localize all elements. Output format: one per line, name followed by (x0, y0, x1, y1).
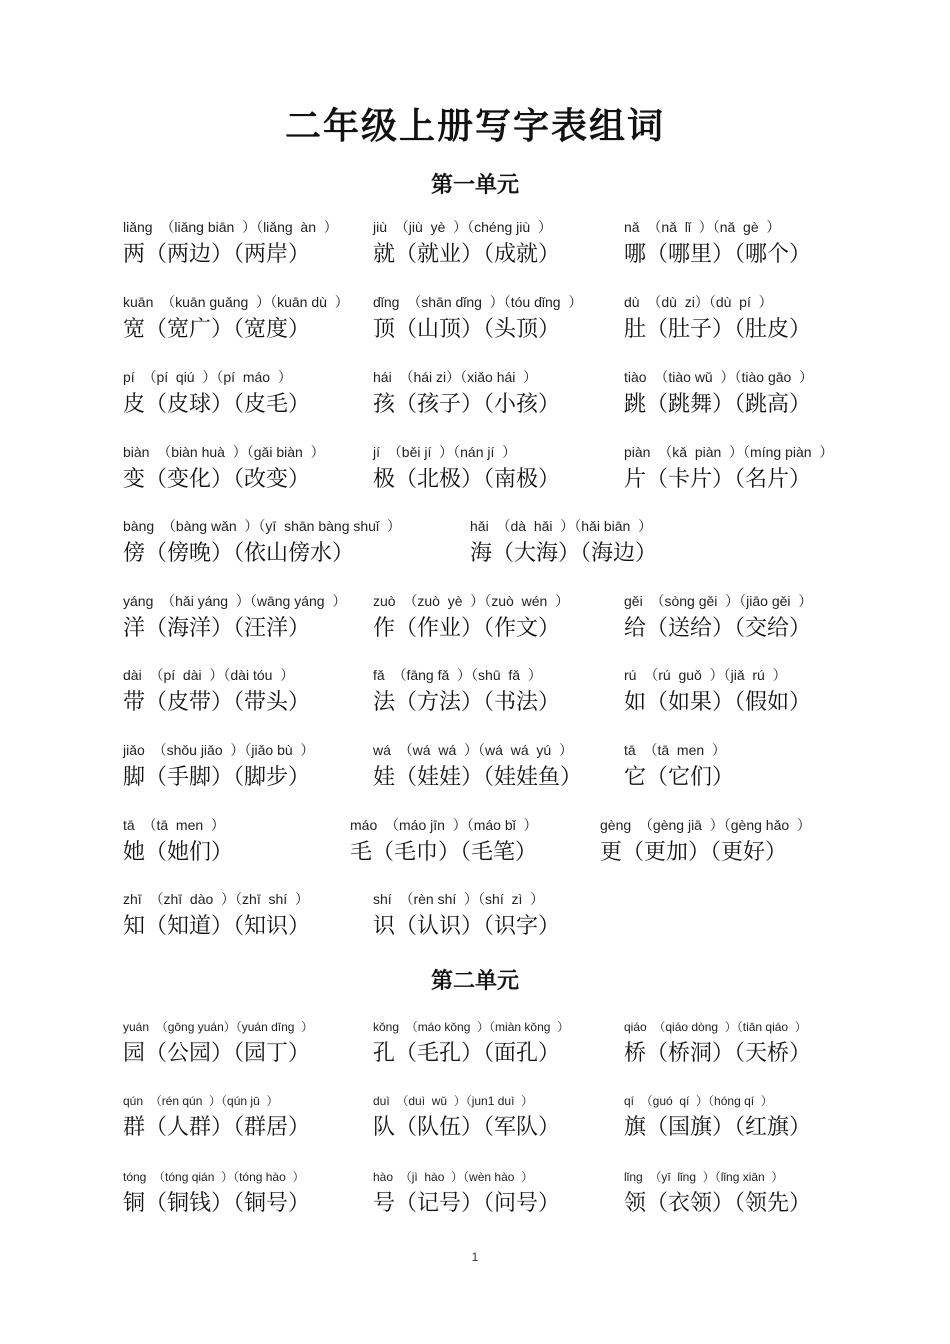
pinyin-line: kǒng （máo kǒng ）（miàn kǒng ） (373, 1020, 570, 1034)
pinyin-line: liǎng （liǎng biān ）（liǎng àn ） (123, 219, 338, 235)
pinyin-line: lǐng （yī lǐng ）（lǐng xiān ） (624, 1170, 784, 1184)
hanzi-line: 跳（跳舞）（跳高） (624, 392, 812, 417)
pinyin-line: hào （jì hào ）（wèn hào ） (373, 1170, 534, 1184)
hanzi-line: 作（作业）（作文） (373, 616, 561, 641)
hanzi-line: 两（两边）（两岸） (123, 242, 311, 267)
unit2-title: 第二单元 (430, 968, 519, 994)
pinyin-line: yuán （gōng yuán）（yuán dīng ） (123, 1020, 314, 1034)
hanzi-line: 傍（傍晚）（依山傍水） (123, 541, 355, 566)
word-row (0, 1090, 950, 1156)
pinyin-line: gěi （sòng gěi ）（jiāo gěi ） (624, 593, 813, 609)
hanzi-line: 脚（手脚）（脚步） (123, 765, 311, 790)
hanzi-line: 皮（皮球）（皮毛） (123, 392, 311, 417)
pinyin-line: gèng （gèng jiā ）（gèng hǎo ） (600, 817, 811, 833)
hanzi-line: 变（变化）（改变） (123, 467, 311, 492)
hanzi-line: 桥（桥洞）（天桥） (624, 1041, 812, 1066)
hanzi-line: 给（送给）（交给） (624, 616, 812, 641)
pinyin-line: qún （rén qún ）（qún jū ） (123, 1094, 279, 1108)
pinyin-line: nǎ （nǎ lǐ ）（nǎ gè ） (624, 219, 781, 235)
pinyin-line: shí （rèn shí ）（shí zì ） (373, 891, 545, 907)
pinyin-line: tā （tā men ） (123, 817, 225, 833)
page-number: 1 (471, 1250, 479, 1264)
hanzi-line: 法（方法）（书法） (373, 690, 561, 715)
hanzi-line: 更（更加）（更好） (600, 840, 788, 865)
hanzi-line: 海（大海）（海边） (470, 541, 658, 566)
word-row (0, 516, 950, 582)
hanzi-line: 园（公园）（园丁） (123, 1041, 311, 1066)
pinyin-line: zuò （zuò yè ）（zuò wén ） (373, 593, 570, 609)
pinyin-line: dài （pí dài ）（dài tóu ） (123, 667, 295, 683)
unit1-title: 第一单元 (430, 172, 519, 198)
hanzi-line: 知（知道）（知识） (123, 914, 311, 939)
word-row (0, 442, 950, 508)
hanzi-line: 极（北极）（南极） (373, 467, 561, 492)
hanzi-line: 如（如果）（假如） (624, 690, 812, 715)
word-row (0, 665, 950, 731)
hanzi-line: 孩（孩子）（小孩） (373, 392, 561, 417)
pinyin-line: piàn （kǎ piàn ）（míng piàn ） (624, 444, 834, 460)
pinyin-line: jiù （jiù yè ）（chéng jiù ） (373, 219, 552, 235)
hanzi-line: 识（认识）（识字） (373, 914, 561, 939)
pinyin-line: wá （wá wá ）（wá wá yú ） (373, 742, 573, 758)
pinyin-line: qiáo （qiáo dòng ）（tiān qiáo ） (624, 1020, 807, 1034)
pinyin-line: máo （máo jīn ）（máo bǐ ） (350, 817, 538, 833)
hanzi-line: 铜（铜钱）（铜号） (123, 1191, 311, 1216)
pinyin-line: dǐng （shān dǐng ）（tóu dǐng ） (373, 294, 583, 310)
hanzi-line: 旗（国旗）（红旗） (624, 1115, 812, 1140)
pinyin-line: qí （guó qí ）（hóng qí ） (624, 1094, 773, 1108)
hanzi-line: 毛（毛巾）（毛笔） (350, 840, 538, 865)
page-title: 二年级上册写字表组词 (284, 105, 665, 147)
hanzi-line: 顶（山顶）（头顶） (373, 317, 561, 342)
word-row (0, 217, 950, 283)
word-row (0, 1166, 950, 1232)
hanzi-line: 洋（海洋）（汪洋） (123, 616, 311, 641)
word-row (0, 740, 950, 806)
pinyin-line: jiǎo （shǒu jiǎo ）（jiǎo bù ） (123, 742, 315, 758)
pinyin-line: yáng （hǎi yáng ）（wāng yáng ） (123, 593, 347, 609)
pinyin-line: tā （tā men ） (624, 742, 726, 758)
pinyin-line: pí （pí qiú ）（pí máo ） (123, 369, 292, 385)
word-row (0, 591, 950, 657)
pinyin-line: rú （rú guǒ ）（jiǎ rú ） (624, 667, 787, 683)
hanzi-line: 带（皮带）（带头） (123, 690, 311, 715)
hanzi-line: 领（衣领）（领先） (624, 1191, 812, 1216)
hanzi-line: 宽（宽广）（宽度） (123, 317, 311, 342)
word-row (0, 889, 950, 955)
hanzi-line: 它（它们） (624, 765, 735, 790)
pinyin-line: jí （běi jí ）（nán jí ） (373, 444, 517, 460)
hanzi-line: 群（人群）（群居） (123, 1115, 311, 1140)
hanzi-line: 就（就业）（成就） (373, 242, 561, 267)
pinyin-line: kuān （kuān guǎng ）（kuān dù ） (123, 294, 349, 310)
hanzi-line: 哪（哪里）（哪个） (624, 242, 812, 267)
hanzi-line: 孔（毛孔）（面孔） (373, 1041, 561, 1066)
pinyin-line: hǎi （dà hǎi ）（hǎi biān ） (470, 518, 653, 534)
pinyin-line: duì （duì wǔ ）（jun1 duì ） (373, 1094, 534, 1108)
word-row (0, 815, 950, 881)
word-row (0, 1016, 950, 1082)
pinyin-line: zhī （zhī dào ）（zhī shí ） (123, 891, 309, 907)
hanzi-line: 她（她们） (123, 840, 234, 865)
word-row (0, 367, 950, 433)
pinyin-line: tiào （tiào wǔ ）（tiào gāo ） (624, 369, 814, 385)
pinyin-line: bàng （bàng wǎn ）（yī shān bàng shuǐ ） (123, 518, 401, 534)
pinyin-line: tóng （tóng qián ）（tóng hào ） (123, 1170, 305, 1184)
hanzi-line: 娃（娃娃）（娃娃鱼） (373, 765, 583, 790)
pinyin-line: fǎ （fāng fǎ ）（shū fǎ ） (373, 667, 542, 683)
pinyin-line: hái （hái zi）（xiǎo hái ） (373, 369, 538, 385)
hanzi-line: 片（卡片）（名片） (624, 467, 812, 492)
hanzi-line: 队（队伍）（军队） (373, 1115, 561, 1140)
pinyin-line: biàn （biàn huà ）（gǎi biàn ） (123, 444, 325, 460)
hanzi-line: 肚（肚子）（肚皮） (624, 317, 812, 342)
word-row (0, 292, 950, 358)
hanzi-line: 号（记号）（问号） (373, 1191, 561, 1216)
pinyin-line: dù （dù zi）（dù pí ） (624, 294, 773, 310)
